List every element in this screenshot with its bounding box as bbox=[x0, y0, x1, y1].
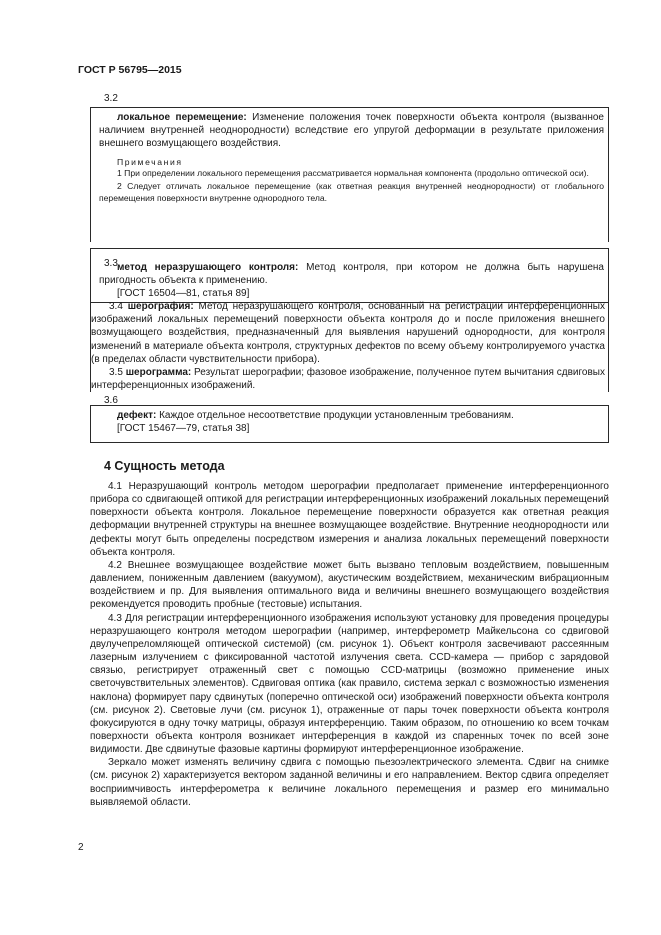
definition-text: Результат шерографии; фазовое изображение, полученное путем вычитания сдвиговых интерференционных изображений. bbox=[91, 367, 605, 392]
paragraph-4-3: 4.3 Для регистрации интерференционного изображения используют установку для проведения процедуры неразрушающего контроля методом шерографии (например, интерферометр Майкельсона со сдвиговой двулучепреломляющей оптической системой) (см. рисунок 1). Объект контроля засвечивают рассеянным лазерным излучением с фиксированной частотой излучения света. CCD-камера — прибор с зарядовой связью, регистрирует отраженный свет с помощью CCD-матрицы (возможно применение иных светочувствительных элементов). Сдвиговая оптика (как правило, система зеркал с возможностью изменения наклона) формирует пару сдвинутых (поперечно оптической оси) изображений поверхности объекта контроля (см. рисунок 2). Световые лучи (см. рисунок 1), отраженные от пары точек поверхности объекта контроля фокусируются в одну точку матрицы, образуя интерференцию. Таким образом, по отношению ко всем точкам поверхности объекта контроля возникает интерференция в каждой из спаренных точек по всей зоне видимости. Две сдвинутые фазовые картины формируют интерференционное изображение. bbox=[90, 612, 609, 756]
section-number-3-3: 3.3 bbox=[104, 258, 118, 269]
term-ndt-method: метод неразрушающего контроля: bbox=[117, 262, 299, 273]
note-2: 2 Следует отличать локальное перемещение (как ответная реакция внутренней неоднородности) от глобального перемещения поверхности внутренне однородного тела. bbox=[99, 181, 604, 203]
definition-text: Метод неразрушающего контроля, основанный на регистрации интерференционных изображений локальных перемещений поверхности объекта контроля до и после приложения внешнего возмущающего воздействия, предназначенный для выявления нарушений однородности, для контроля изменений в материале объекта контроля, структурных дефектов по всему объему контролируемого участка (в пределах области чувствительности прибора). bbox=[91, 301, 605, 365]
page-number: 2 bbox=[78, 842, 84, 853]
definition-box-3-6 bbox=[90, 405, 609, 443]
definition-box-3-2 bbox=[90, 107, 609, 242]
definition-text: Метод контроля, при котором не должна быть нарушена пригодность объекта к применению. bbox=[99, 262, 604, 287]
definition-3-4 bbox=[91, 300, 608, 366]
section-number-3-4: 3.4 bbox=[109, 301, 123, 312]
definition-3-6 bbox=[99, 409, 604, 422]
section-number-3-2: 3.2 bbox=[104, 93, 118, 104]
definition-3-5 bbox=[91, 366, 608, 392]
paragraph-4-2: 4.2 Внешнее возмущающее воздействие может быть вызвано тепловым воздействием, повышенным давлением, пониженным давлением (вакуумом), акустическим воздействием, механическим вибрационным воздействием и пр. Для выявления оптимального вида и величины внешнего возмущающего воздействия рекомендуется проводить пробные (тестовые) испытания. bbox=[90, 559, 609, 611]
definition-3-2 bbox=[99, 111, 604, 151]
definition-box-3-3 bbox=[90, 248, 609, 303]
section-number-3-6: 3.6 bbox=[104, 395, 118, 406]
definition-3-3 bbox=[99, 261, 604, 287]
term-shearogram: шерограмма: bbox=[125, 367, 192, 379]
paragraph-4-1: 4.1 Неразрушающий контроль методом шерографии предполагает применение интерференционного прибора со сдвигающей оптикой для регистрации интерференционных изображений локальных перемещений поверхности объекта контроля. Локальное перемещение поверхности образуется как ответная реакция деформации внутренней структуры на внешнее возмущающее воздействие. Внутренние неоднородности или дефекты могут быть определены посредством измерения и анализа локальных перемещений поверхности объекта контроля. bbox=[90, 481, 609, 558]
note-1: 1 При определении локального перемещения рассматривается нормальная компонента (продольно оптической оси). bbox=[117, 168, 589, 179]
term-shearography: шерография: bbox=[127, 301, 194, 312]
paragraph-4-3-cont: Зеркало может изменять величину сдвига с помощью пьезоэлектрического элемента. Сдвиг на снимке (см. рисунок 2) характеризуется вектором заданной величины и его направлением. Вектор сдвига определяет восприимчивость интерферометра к величине локального перемещения и размер его минимально выявляемой области. bbox=[90, 757, 609, 808]
definition-text: Каждое отдельное несоответствие продукции установленным требованиям. bbox=[156, 410, 514, 421]
notes-title: Примечания bbox=[117, 156, 183, 167]
reference-3-3: [ГОСТ 16504—81, статья 89] bbox=[117, 288, 250, 300]
definition-block-3-4-3-5 bbox=[90, 300, 609, 392]
section-number-3-5: 3.5 bbox=[109, 367, 123, 379]
definition-text: Изменение положения точек поверхности объекта контроля (вызванное наличием внутренней неоднородности) вследствие его упругой деформации в результате приложения внешнего возмущающего воздействия. bbox=[99, 112, 604, 150]
document-header: ГОСТ Р 56795—2015 bbox=[78, 64, 182, 76]
reference-3-6: [ГОСТ 15467—79, статья 38] bbox=[117, 423, 250, 435]
section-4-heading: 4 Сущность метода bbox=[104, 459, 225, 473]
term-defect: дефект: bbox=[117, 410, 157, 421]
section-4-body bbox=[90, 480, 609, 809]
term-local-displacement: локальное перемещение: bbox=[117, 112, 247, 123]
